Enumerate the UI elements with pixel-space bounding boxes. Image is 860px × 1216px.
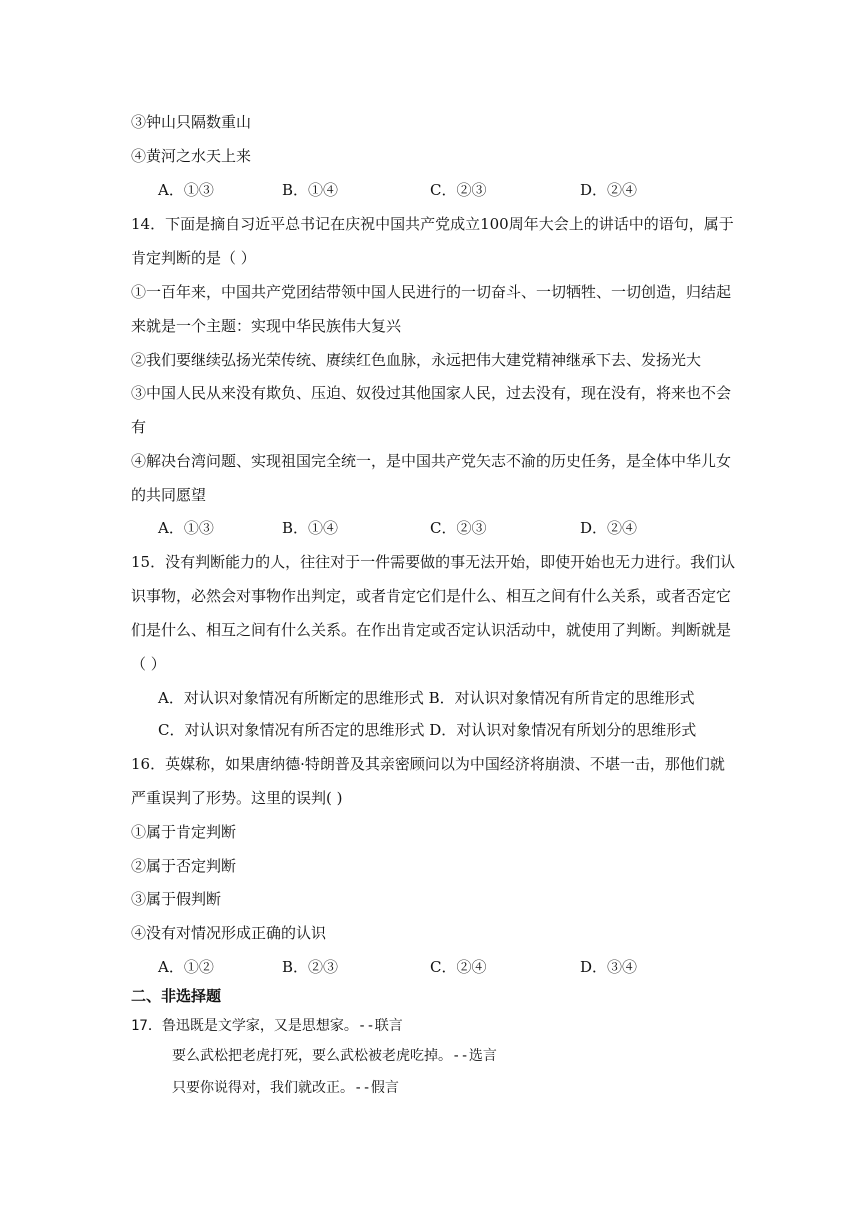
q13-option-b: B．①④ bbox=[282, 181, 339, 199]
q16-item-4: ④没有对情况形成正确的认识 bbox=[131, 924, 327, 942]
q14-item-line: ④解决台湾问题、实现祖国完全统一，是中国共产党矢志不渝的历史任务，是全体中华儿女 bbox=[131, 452, 732, 470]
q15-stem-line: 15．没有判断能力的人，往往对于一件需要做的事无法开始，即使开始也无力进行。我们认 bbox=[131, 553, 736, 571]
q13-item-3: ③钟山只隔数重山 bbox=[131, 113, 252, 131]
q16-option-a: A．①② bbox=[158, 958, 214, 976]
q13-item-4: ④黄河之水天上来 bbox=[131, 147, 252, 165]
q14-option-b: B．①④ bbox=[282, 519, 339, 537]
q16-item-3: ③属于假判断 bbox=[131, 890, 222, 908]
q14-option-c: C．②③ bbox=[430, 519, 487, 537]
q13-option-a: A．①③ bbox=[158, 181, 214, 199]
q16-stem-line: 16．英媒称，如果唐纳德·特朗普及其亲密顾问以为中国经济将崩溃、不堪一击，那他们就 bbox=[131, 755, 725, 773]
q14-option-a: A．①③ bbox=[158, 519, 214, 537]
q15-stem-line: （ ） bbox=[131, 655, 166, 673]
q16-option-c: C．②④ bbox=[430, 958, 487, 976]
q16-stem-line: 严重误判了形势。这里的误判( ) bbox=[131, 789, 343, 807]
q17-line-2: 要么武松把老虎打死，要么武松被老虎吃掉。--选言 bbox=[172, 1048, 497, 1064]
q14-item-line: ②我们要继续弘扬光荣传统、赓续红色血脉，永远把伟大建党精神继承下去、发扬光大 bbox=[131, 351, 702, 369]
q15-stem-line: 们是什么、相互之间有什么关系。在作出肯定或否定认识活动中，就使用了判断。判断就是 bbox=[131, 621, 732, 639]
q13-option-c: C．②③ bbox=[430, 181, 487, 199]
q14-item-line: ①一百年来，中国共产党团结带领中国人民进行的一切奋斗、一切牺牲、一切创造，归结起 bbox=[131, 283, 732, 301]
q16-item-2: ②属于否定判断 bbox=[131, 857, 237, 875]
q14-item-line: 来就是一个主题：实现中华民族伟大复兴 bbox=[131, 317, 402, 335]
q17-line-1: 17．鲁迅既是文学家，又是思想家。--联言 bbox=[131, 1018, 403, 1034]
q13-option-d: D．②④ bbox=[580, 181, 638, 199]
q16-option-b: B．②③ bbox=[282, 958, 339, 976]
q16-option-d: D．③④ bbox=[580, 958, 638, 976]
q14-stem-line: 14．下面是摘自习近平总书记在庆祝中国共产党成立100周年大会上的讲话中的语句，属于 bbox=[131, 215, 734, 233]
q15-options-cd: C．对认识对象情况有所否定的思维形式 D．对认识对象情况有所划分的思维形式 bbox=[158, 721, 697, 739]
q15-options-ab: A．对认识对象情况有所断定的思维形式 B．对认识对象情况有所肯定的思维形式 bbox=[158, 689, 695, 707]
section-heading: 二、非选择题 bbox=[131, 987, 222, 1005]
q14-option-d: D．②④ bbox=[580, 519, 638, 537]
q14-item-line: ③中国人民从来没有欺负、压迫、奴役过其他国家人民，过去没有，现在没有，将来也不会 bbox=[131, 384, 732, 402]
q16-item-1: ①属于肯定判断 bbox=[131, 823, 237, 841]
q14-item-line: 的共同愿望 bbox=[131, 486, 207, 504]
q14-stem-line: 肯定判断的是（ ） bbox=[131, 249, 256, 267]
q17-line-3: 只要你说得对，我们就改正。--假言 bbox=[172, 1080, 399, 1096]
q14-item-line: 有 bbox=[131, 418, 147, 436]
q15-stem-line: 识事物，必然会对事物作出判定，或者肯定它们是什么、相互之间有什么关系，或者否定它 bbox=[131, 587, 732, 605]
